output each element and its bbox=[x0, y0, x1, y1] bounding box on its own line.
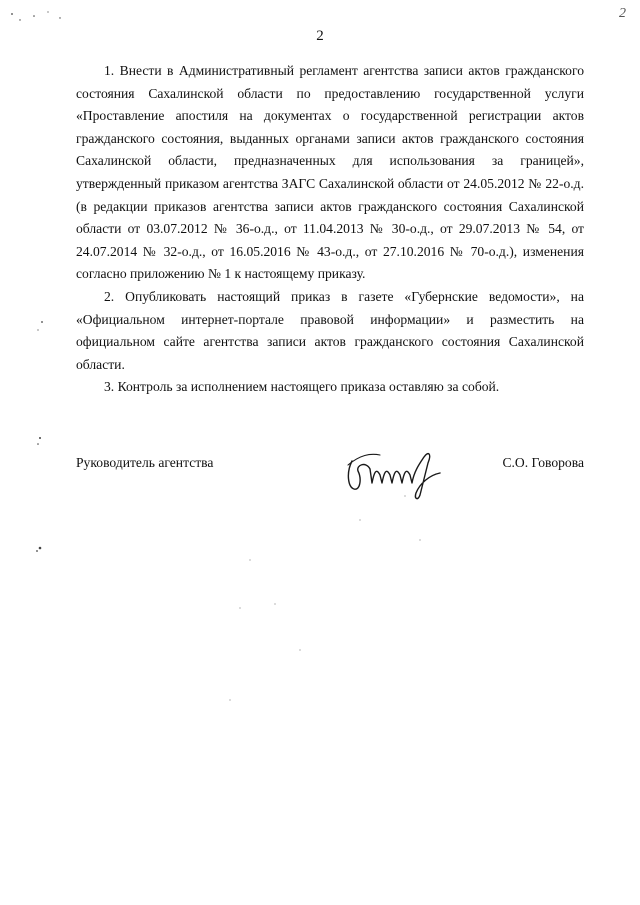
page-number: 2 bbox=[316, 28, 324, 44]
signature-block bbox=[76, 455, 584, 515]
paragraph-1: 1. Внести в Административный регламент агентства записи актов гражданского состояния Сахалинской области по предоставлению государственной услуги «Проставление апостиля на документах о государственной регистрации актов гражданского состояния, выданных органами записи актов гражданского состояния Сахалинской области, предназначенных для использования за границей», утвержденный приказом агентства ЗАГС Сахалинской области от 24.05.2012 № 22-о.д. (в редакции приказов агентства записи актов гражданского состояния Сахалинской области от 03.07.2012 № 36-о.д., от 11.04.2013 № 30-о.д., от 29.07.2013 № 54, от 24.07.2014 № 32-о.д., от 16.05.2016 № 43-о.д., от 27.10.2016 № 70-о.д.), изменения согласно приложению № 1 к настоящему приказу. bbox=[76, 63, 584, 282]
handwritten-page-mark: 2 bbox=[619, 6, 626, 21]
paragraph-2: 2. Опубликовать настоящий приказ в газете «Губернские ведомости», на «Официальном интернет-портале правовой информации» и разместить на официальном сайте агентства записи актов гражданского состояния Сахалинской области. bbox=[76, 288, 584, 372]
signatory-position: Руководитель агентства bbox=[76, 455, 214, 470]
document-body bbox=[76, 60, 584, 399]
paragraph-3: 3. Контроль за исполнением настоящего приказа оставляю за собой. bbox=[104, 379, 500, 395]
handwritten-signature bbox=[340, 443, 450, 503]
signatory-name: С.О. Говорова bbox=[502, 455, 584, 470]
